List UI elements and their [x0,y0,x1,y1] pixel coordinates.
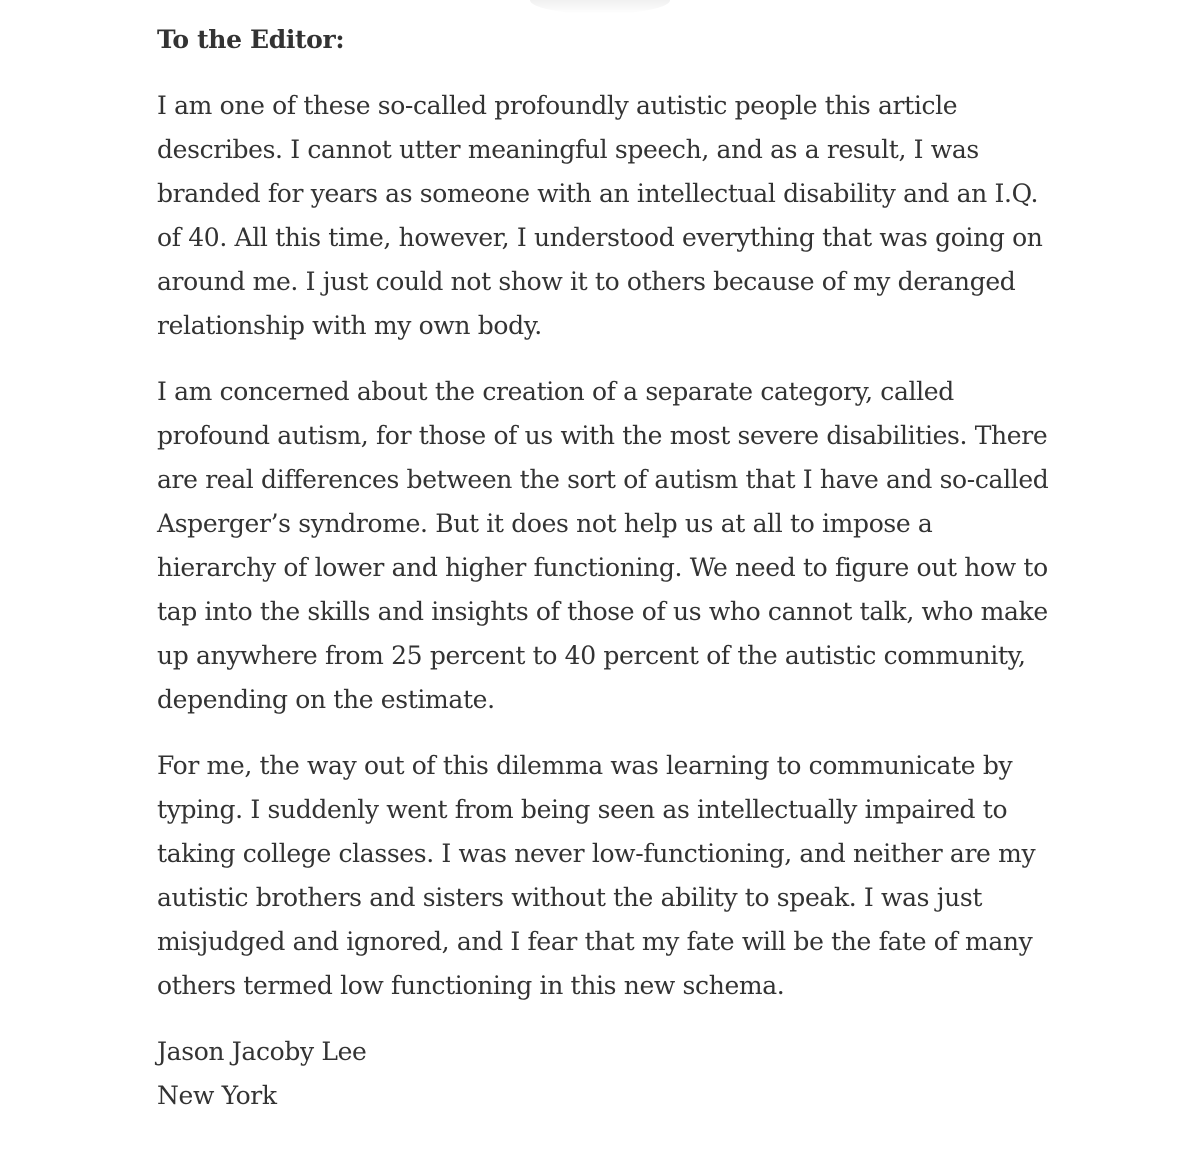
top-shadow-decoration [530,0,670,14]
letter-paragraph-2: I am concerned about the creation of a separate category, called profound autism, for those of us with the most severe disabilities. There are real differences between the sort of autism that I have and so-called Asperger’s syndrome. But it does not help us at all to impose a hierarchy of lower and higher functioning. We need to figure out how to tap into the skills and insights of those of us who cannot talk, who make up anywhere from 25 percent to 40 percent of the autistic community, depending on the estimate. [157,377,1049,714]
letter-salutation: To the Editor: [157,25,345,54]
signature-location: New York [157,1081,277,1110]
signature-name: Jason Jacoby Lee [157,1037,367,1066]
letter-signature [157,1030,1057,1118]
letter-paragraph-3: For me, the way out of this dilemma was learning to communicate by typing. I suddenly went from being seen as intellectually impaired to taking college classes. I was never low-functioning, and neither are my autistic brothers and sisters without the ability to speak. I was just misjudged and ignored, and I fear that my fate will be the fate of many others termed low functioning in this new schema. [157,751,1036,1000]
letter-to-editor [157,18,1057,1118]
letter-paragraph-1: I am one of these so-called profoundly autistic people this article describes. I cannot utter meaningful speech, and as a result, I was branded for years as someone with an intellectual disability and an I.Q. of 40. All this time, however, I understood everything that was going on around me. I just could not show it to others because of my deranged relationship with my own body. [157,91,1043,340]
